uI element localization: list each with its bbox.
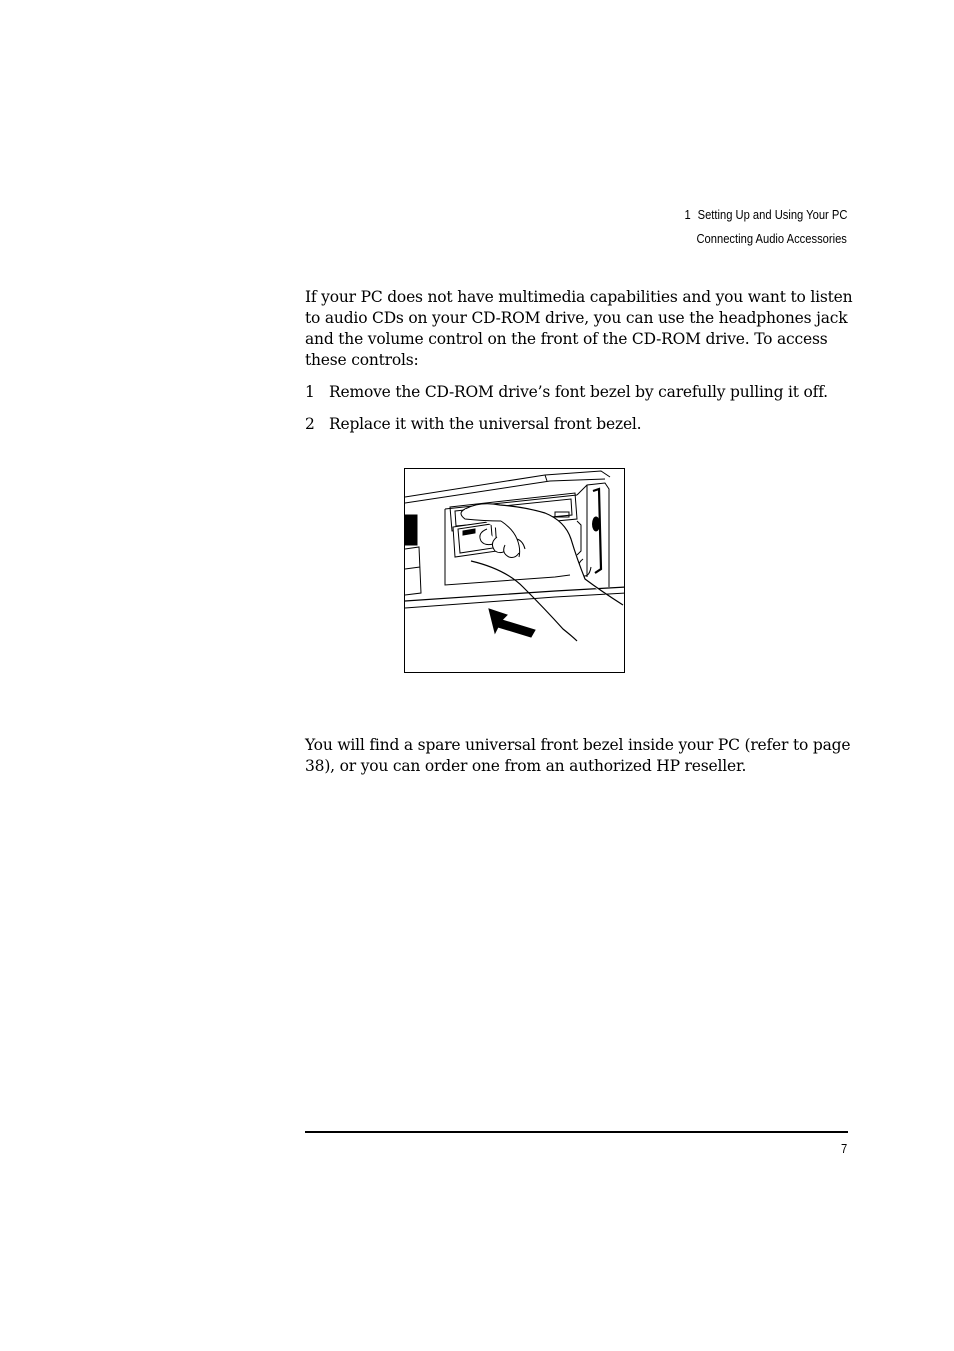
page-number: 7 <box>840 1141 847 1156</box>
step-number: 2 <box>305 415 315 433</box>
bezel-removal-drawing <box>405 469 625 673</box>
intro-paragraph: If your PC does not have multimedia capabilities and you want to listen to audio CDs on your CD-ROM drive, you can use the headphones jack and the volume control on the front of the CD-ROM drive. To access these controls: <box>305 288 853 369</box>
running-header-section: Connecting Audio Accessories <box>696 231 847 246</box>
chapter-title: Setting Up and Using Your PC <box>697 207 847 222</box>
bezel-removal-illustration <box>404 468 625 673</box>
closing-paragraph: You will find a spare universal front bezel inside your PC (refer to page 38), or you can order one from an authorized HP reseller. <box>305 736 851 775</box>
step-text: Replace it with the universal front bezel. <box>329 415 642 433</box>
step-number: 1 <box>305 383 315 401</box>
footer-rule <box>305 1131 848 1133</box>
step-text: Remove the CD-ROM drive’s font bezel by carefully pulling it off. <box>329 383 828 401</box>
chapter-number: 1 <box>684 207 691 222</box>
running-header-chapter <box>684 207 847 222</box>
